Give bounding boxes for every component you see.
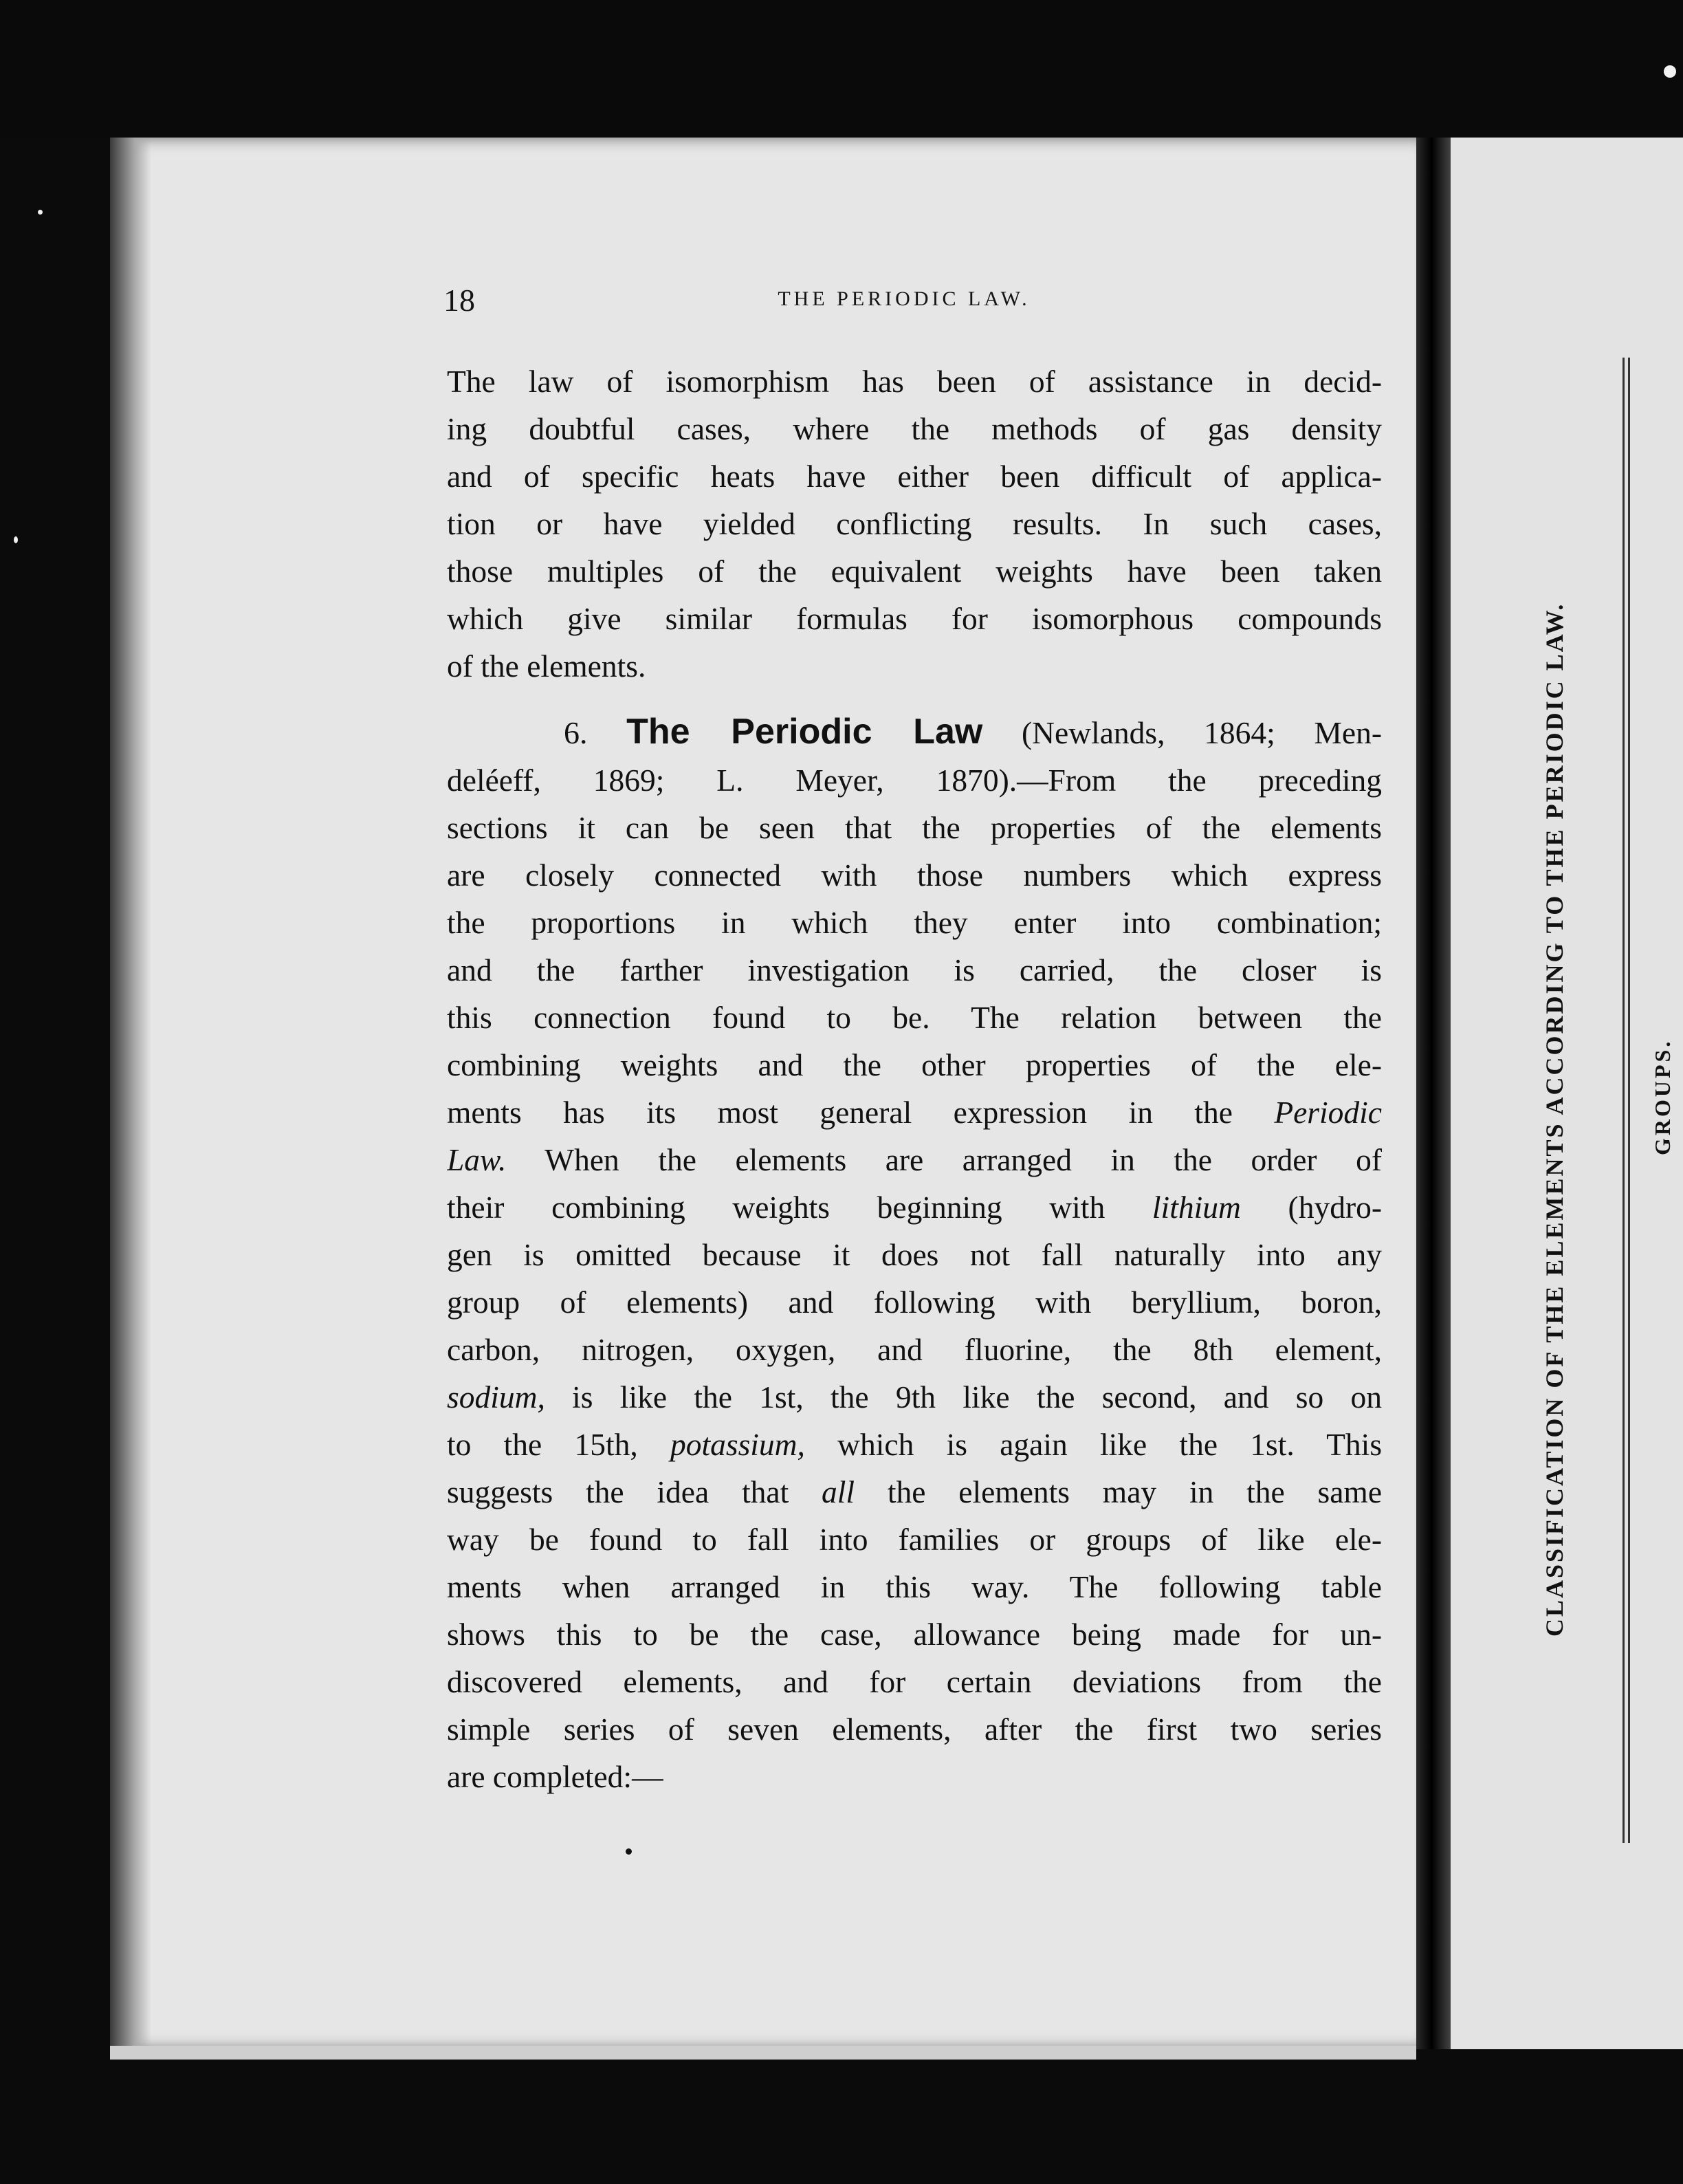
table-rule xyxy=(1628,358,1630,1843)
book-gutter xyxy=(1416,138,1451,2049)
section-number: 6. xyxy=(563,715,588,750)
text-fragment: the elements may in the same xyxy=(887,1474,1382,1509)
italic-term: all xyxy=(822,1474,855,1509)
text-line xyxy=(447,1089,1382,1136)
italic-term: Periodic xyxy=(1274,1095,1382,1130)
text-line: and the farther investigation is carried, the closer is xyxy=(447,952,1382,987)
text-line: the proportions in which they enter into combination; xyxy=(447,905,1382,940)
ink-dot xyxy=(626,1848,632,1855)
text-fragment: suggests the idea that xyxy=(447,1474,789,1509)
page-number: 18 xyxy=(443,283,475,318)
italic-term: Law. xyxy=(447,1142,507,1177)
text-line: of the elements. xyxy=(447,648,646,684)
microfilm-border xyxy=(0,0,1683,138)
film-speck xyxy=(1664,65,1676,78)
paragraph-periodic-law xyxy=(447,708,1382,1800)
text-line: those multiples of the equivalent weights have been taken xyxy=(447,554,1382,589)
text-line: group of elements) and following with beryllium, boron, xyxy=(447,1285,1382,1320)
text-line: ments when arranged in this way. The following table xyxy=(447,1569,1382,1604)
text-line: discovered elements, and for certain deviations from the xyxy=(447,1664,1382,1699)
text-line: are closely connected with those numbers which express xyxy=(447,858,1382,893)
text-fragment: which is again like the 1st. This xyxy=(837,1427,1382,1462)
text-fragment: to the 15th, xyxy=(447,1427,638,1462)
text-line: are completed:— xyxy=(447,1759,663,1794)
text-line xyxy=(447,1373,1382,1421)
text-fragment: (Newlands, 1864; Men- xyxy=(1022,715,1382,750)
italic-term: potassium, xyxy=(670,1427,805,1462)
text-line: gen is omitted because it does not fall naturally into any xyxy=(447,1237,1382,1272)
text-line: sections it can be seen that the properties of the elements xyxy=(447,810,1382,845)
text-line: carbon, nitrogen, oxygen, and fluorine, the 8th element, xyxy=(447,1332,1382,1367)
table-rule xyxy=(1622,358,1625,1843)
section-heading-line xyxy=(447,708,1382,756)
section-title: The Periodic Law xyxy=(626,712,983,752)
text-line xyxy=(447,1136,1382,1183)
text-fragment: When the elements are arranged in the order of xyxy=(544,1142,1382,1177)
film-speck xyxy=(14,536,18,543)
text-line: which give similar formulas for isomorphous compounds xyxy=(447,601,1382,636)
text-line xyxy=(447,1421,1382,1468)
italic-term: lithium xyxy=(1152,1190,1241,1225)
text-line: ing doubtful cases, where the methods of gas density xyxy=(447,411,1382,446)
text-line: The law of isomorphism has been of assistance in decid- xyxy=(447,364,1382,399)
text-fragment: ments has its most general expression in the xyxy=(447,1095,1233,1130)
text-fragment: is like the 1st, the 9th like the second, and so on xyxy=(572,1379,1382,1415)
text-line: and of specific heats have either been difficult of applica- xyxy=(447,459,1382,494)
text-line: this connection found to be. The relation between the xyxy=(447,1000,1382,1035)
text-line xyxy=(447,1183,1382,1231)
italic-term: sodium, xyxy=(447,1379,545,1415)
table-title: CLASSIFICATION OF THE ELEMENTS ACCORDING TO THE PERIODIC LAW. xyxy=(1541,602,1568,1637)
text-line: simple series of seven elements, after the first two series xyxy=(447,1712,1382,1747)
text-line: way be found to fall into families or groups of like ele- xyxy=(447,1522,1382,1557)
page-edge xyxy=(110,2046,1416,2060)
text-fragment: (hydro- xyxy=(1288,1190,1382,1225)
paragraph-isomorphism xyxy=(447,358,1382,690)
text-fragment: their combining weights beginning with xyxy=(447,1190,1106,1225)
film-speck xyxy=(38,210,43,215)
text-line: combining weights and the other properties of the ele- xyxy=(447,1047,1382,1082)
text-line: deléeff, 1869; L. Meyer, 1870).—From the preceding xyxy=(447,763,1382,798)
running-title: THE PERIODIC LAW. xyxy=(778,287,1031,310)
running-header xyxy=(443,282,1365,323)
text-line: shows this to be the case, allowance being made for un- xyxy=(447,1617,1382,1652)
groups-label: GROUPS. xyxy=(1650,1038,1675,1155)
text-line: tion or have yielded conflicting results. In such cases, xyxy=(447,506,1382,541)
text-line xyxy=(447,1468,1382,1516)
